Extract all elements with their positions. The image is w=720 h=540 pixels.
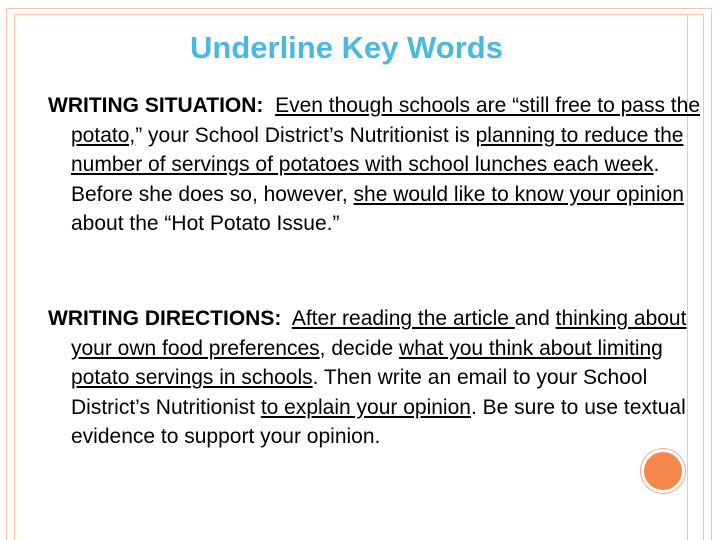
plain-text: . Be sure to use textual evidence to support your opinion. — [71, 395, 686, 448]
underlined-phrase: to explain your opinion — [260, 395, 471, 419]
underlined-phrase: planning to reduce the number of servings of potatoes with school lunches each week — [71, 123, 684, 176]
underlined-phrase: After reading the article — [291, 307, 515, 330]
slide-title: Underline Key Words — [190, 30, 503, 65]
underlined-phrase: what you think about limiting potato servings in schools — [71, 336, 663, 389]
writing-directions-label: WRITING DIRECTIONS: — [48, 307, 282, 330]
plain-text: ” your School District’s Nutritionist is — [135, 123, 476, 147]
plain-text: and — [514, 307, 556, 330]
plain-text: . Before she does so, however, — [71, 153, 660, 206]
plain-text: . Then write an email to your School District’s Nutritionist — [71, 366, 648, 419]
plain-text: , decide — [319, 336, 400, 360]
decorative-orange-dot — [641, 449, 685, 493]
plain-text: about the “Hot Potato Issue.” — [71, 212, 340, 235]
writing-directions-paragraph — [48, 304, 711, 452]
writing-situation-paragraph — [48, 91, 711, 239]
underlined-phrase: she would like to know your opinion — [353, 182, 684, 206]
writing-situation-label: WRITING SITUATION: — [48, 94, 264, 117]
underlined-phrase: thinking about your own food preferences — [71, 307, 687, 360]
underlined-phrase: Even though schools are “still free to pass the potato, — [71, 94, 700, 147]
